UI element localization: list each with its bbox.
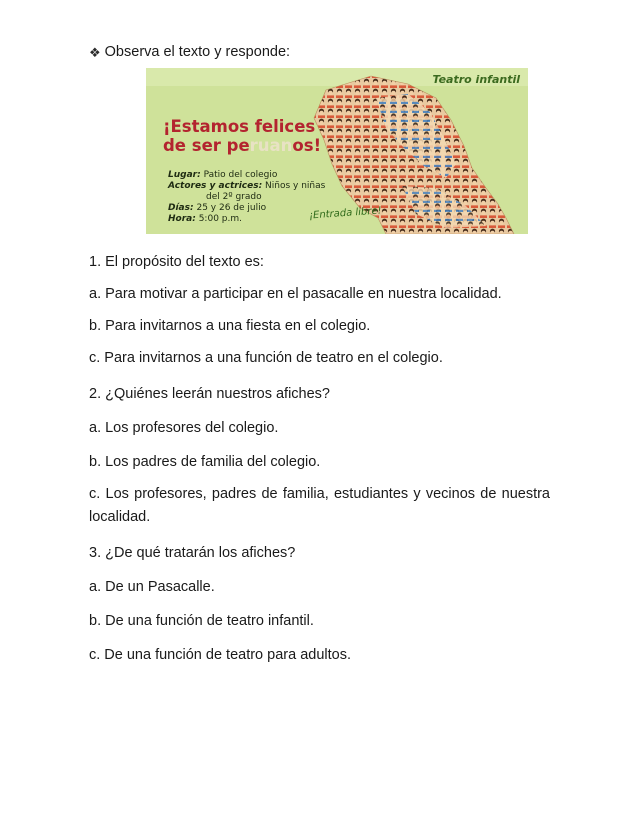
question-2-option-b: b. Los padres de familia del colegio. <box>89 454 321 470</box>
question-3-option-c: c. De una función de teatro para adultos. <box>89 647 351 663</box>
question-2-option-c: c. Los profesores, padres de familia, estudiantes y vecinos de nuestra localidad. <box>89 486 550 525</box>
instruction-text: Observa el texto y responde: <box>104 44 291 60</box>
question-3: 3. ¿De qué tratarán los afiches? <box>89 545 296 561</box>
poster-actores-grado: del 2º grado <box>206 192 262 202</box>
poster-free-entry: ¡Entrada libre! <box>308 205 382 222</box>
question-2: 2. ¿Quiénes leerán nuestros afiches? <box>89 386 330 402</box>
question-1-option-b: b. Para invitarnos a una fiesta en el colegio. <box>89 318 371 334</box>
poster-headline-line1: ¡Estamos felices <box>163 117 316 136</box>
poster-actores: Actores y actrices: Niños y niñas <box>168 181 326 191</box>
poster-headline <box>163 117 321 155</box>
question-1-option-a: a. Para motivar a participar en el pasacalle en nuestra localidad. <box>89 286 502 302</box>
poster-top-label: Teatro infantil <box>432 73 520 86</box>
diamond-bullet-icon: ❖ <box>89 44 101 60</box>
poster-info <box>168 170 325 225</box>
poster-lugar: Lugar: Patio del colegio <box>168 170 278 180</box>
question-2-option-a: a. Los profesores del colegio. <box>89 420 279 436</box>
instruction-line <box>89 44 290 60</box>
question-3-option-a: a. De un Pasacalle. <box>89 579 215 595</box>
question-3-option-b: b. De una función de teatro infantil. <box>89 613 314 629</box>
poster-headline-line2: de ser peruanos! <box>163 136 322 155</box>
question-1-option-c: c. Para invitarnos a una función de teatro en el colegio. <box>89 350 443 366</box>
poster-image <box>146 68 528 234</box>
question-1: 1. El propósito del texto es: <box>89 254 264 270</box>
poster-hora: Hora: 5:00 p.m. <box>168 214 242 224</box>
poster-dias: Días: 25 y 26 de julio <box>168 203 267 213</box>
